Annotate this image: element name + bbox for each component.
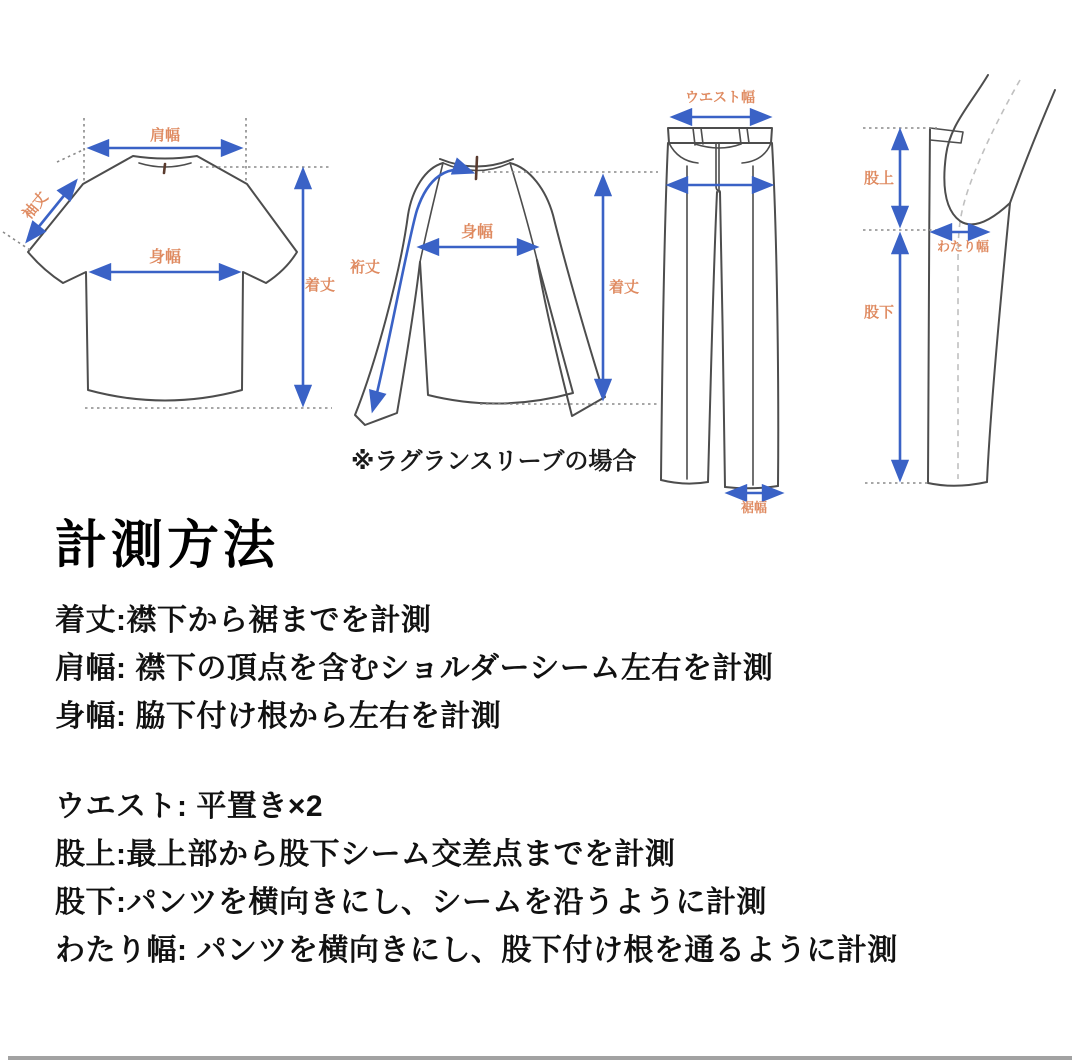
- body-width-label: 身幅: [148, 249, 182, 266]
- method-line-watarihaba: わたり幅: パンツを横向きにし、股下付け根を通るように計測: [55, 934, 898, 968]
- raglan-caption: ※ラグランスリーブの場合: [351, 448, 637, 475]
- length-label: 着丈: [304, 277, 336, 294]
- method-line-chakutake: 着丈:襟下から裾までを計測: [55, 604, 432, 638]
- method-line-katahaba: 肩幅: 襟下の頂点を含むショルダーシーム左右を計測: [55, 652, 774, 686]
- method-line-mihaba: 身幅: 脇下付け根から左右を計測: [55, 700, 502, 734]
- tshirt-neck-tick: [164, 164, 165, 173]
- tshirt-outline: [28, 156, 297, 401]
- length-label: 着丈: [608, 279, 640, 296]
- body-width-label: 身幅: [460, 224, 494, 241]
- pants-front-diagram: [640, 80, 815, 520]
- belt-loop-right: [739, 128, 749, 144]
- side-crease-dashed: [958, 80, 1020, 479]
- right-hem: [725, 486, 778, 488]
- side-leg-hem: [928, 482, 987, 486]
- waistband-dip: [695, 144, 741, 148]
- pants-side-diagram: [850, 55, 1080, 500]
- raglan-body: [420, 260, 573, 404]
- method-line-waist: ウエスト: 平置き×2: [55, 790, 324, 824]
- left-leg-inner: [708, 192, 717, 482]
- method-line-matashita: 股下:パンツを横向きにし、シームを沿うように計測: [55, 886, 767, 920]
- method-line-mataue: 股上:最上部から股下シーム交差点までを計測: [55, 838, 676, 872]
- tshirt-diagram: [0, 80, 345, 440]
- pocket-right: [742, 143, 771, 163]
- waist-width-label: ウエスト幅: [685, 89, 755, 105]
- pocket-left: [669, 143, 698, 163]
- bent-leg-inner-edge: [1010, 90, 1055, 203]
- left-leg-outer: [661, 143, 668, 480]
- rise-label: 股上: [863, 170, 895, 187]
- hem-width-label: 裾幅: [740, 500, 768, 515]
- measurement-methods-section: [55, 518, 1045, 975]
- inseam-label: 股下: [863, 304, 895, 321]
- side-leg-front-edge: [928, 128, 930, 483]
- raglan-neck-tick: [476, 157, 477, 179]
- raglan-diagram: [340, 115, 662, 485]
- pants-waistband: [668, 128, 772, 143]
- section-title: 計測方法: [55, 517, 280, 575]
- side-leg-back-edge: [987, 203, 1010, 482]
- guide-dotted-sleeve-end: [3, 232, 30, 250]
- shoulder-width-label: 肩幅: [149, 127, 181, 144]
- section-spacer: [55, 741, 1045, 783]
- thigh-width-label: わたり幅: [936, 239, 990, 254]
- right-leg-outer: [772, 143, 778, 486]
- raglan-right-sleeve: [510, 163, 605, 416]
- yuki-length-label: 裄丈: [349, 259, 381, 276]
- side-waistband: [930, 128, 963, 143]
- bottom-divider: [8, 1056, 1072, 1060]
- bent-leg-outer-edge: [944, 75, 1010, 224]
- right-leg-inner: [720, 192, 725, 487]
- left-hem: [661, 480, 708, 484]
- guide-dotted-sleeve-top: [57, 149, 85, 162]
- sleeve-length-label: 袖丈: [19, 188, 52, 223]
